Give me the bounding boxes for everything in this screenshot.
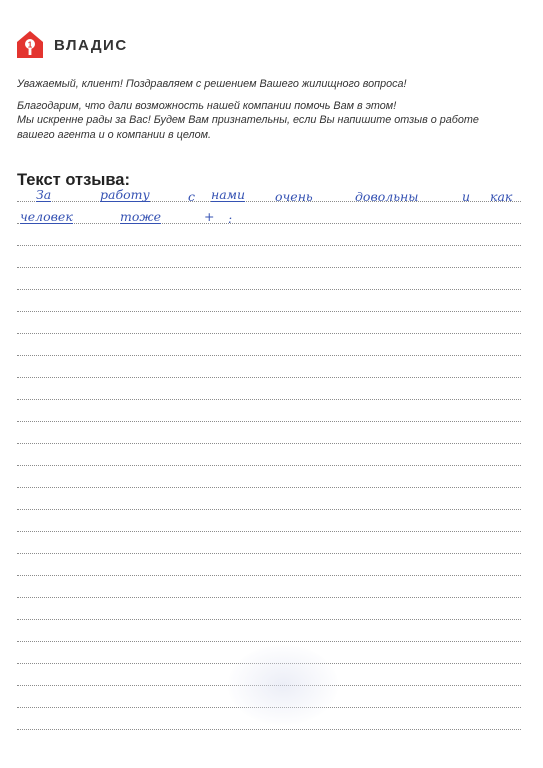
review-line [17, 443, 521, 444]
review-line [17, 509, 521, 510]
review-line [17, 619, 521, 620]
review-line [17, 245, 521, 246]
review-line [17, 575, 521, 576]
handwritten-word: тоже [120, 209, 161, 224]
review-line [17, 399, 521, 400]
intro-request-line2: вашего агента и о компании в целом. [17, 129, 211, 141]
handwritten-word: работу [100, 187, 150, 202]
review-line [17, 267, 521, 268]
review-line [17, 641, 521, 642]
review-heading: Текст отзыва: [17, 171, 130, 189]
review-line [17, 421, 521, 422]
handwritten-word: и [462, 189, 471, 204]
handwritten-word: За [36, 187, 52, 202]
handwritten-word: очень [275, 189, 313, 204]
review-line [17, 377, 521, 378]
review-line [17, 289, 521, 290]
handwritten-word: с [188, 189, 196, 204]
handwritten-word: нами [211, 187, 246, 202]
review-line [17, 223, 521, 224]
intro-thanks: Благодарим, что дали возможность нашей компании помочь Вам в этом! [17, 100, 397, 112]
review-line [17, 487, 521, 488]
brand-name: ВЛАДИС [54, 36, 128, 54]
review-line [17, 201, 521, 202]
handwritten-word: : [228, 211, 233, 226]
handwritten-word: как [490, 189, 513, 204]
review-line [17, 311, 521, 312]
review-line [17, 465, 521, 466]
intro-greeting: Уважаемый, клиент! Поздравляем с решением Вашего жилищного вопроса! [17, 78, 407, 90]
review-line [17, 333, 521, 334]
paper-smudge [228, 645, 338, 725]
review-line [17, 531, 521, 532]
handwritten-word: довольны [355, 189, 419, 204]
brand-mark-number: 1 [27, 40, 33, 50]
handwritten-word: + [204, 209, 215, 224]
intro-request-line1: Мы искренне рады за Вас! Будем Вам признательны, если Вы напишите отзыв о работе [17, 114, 479, 126]
review-line [17, 729, 521, 730]
handwritten-word: человек [20, 209, 73, 224]
review-line [17, 355, 521, 356]
review-line [17, 553, 521, 554]
review-line [17, 597, 521, 598]
